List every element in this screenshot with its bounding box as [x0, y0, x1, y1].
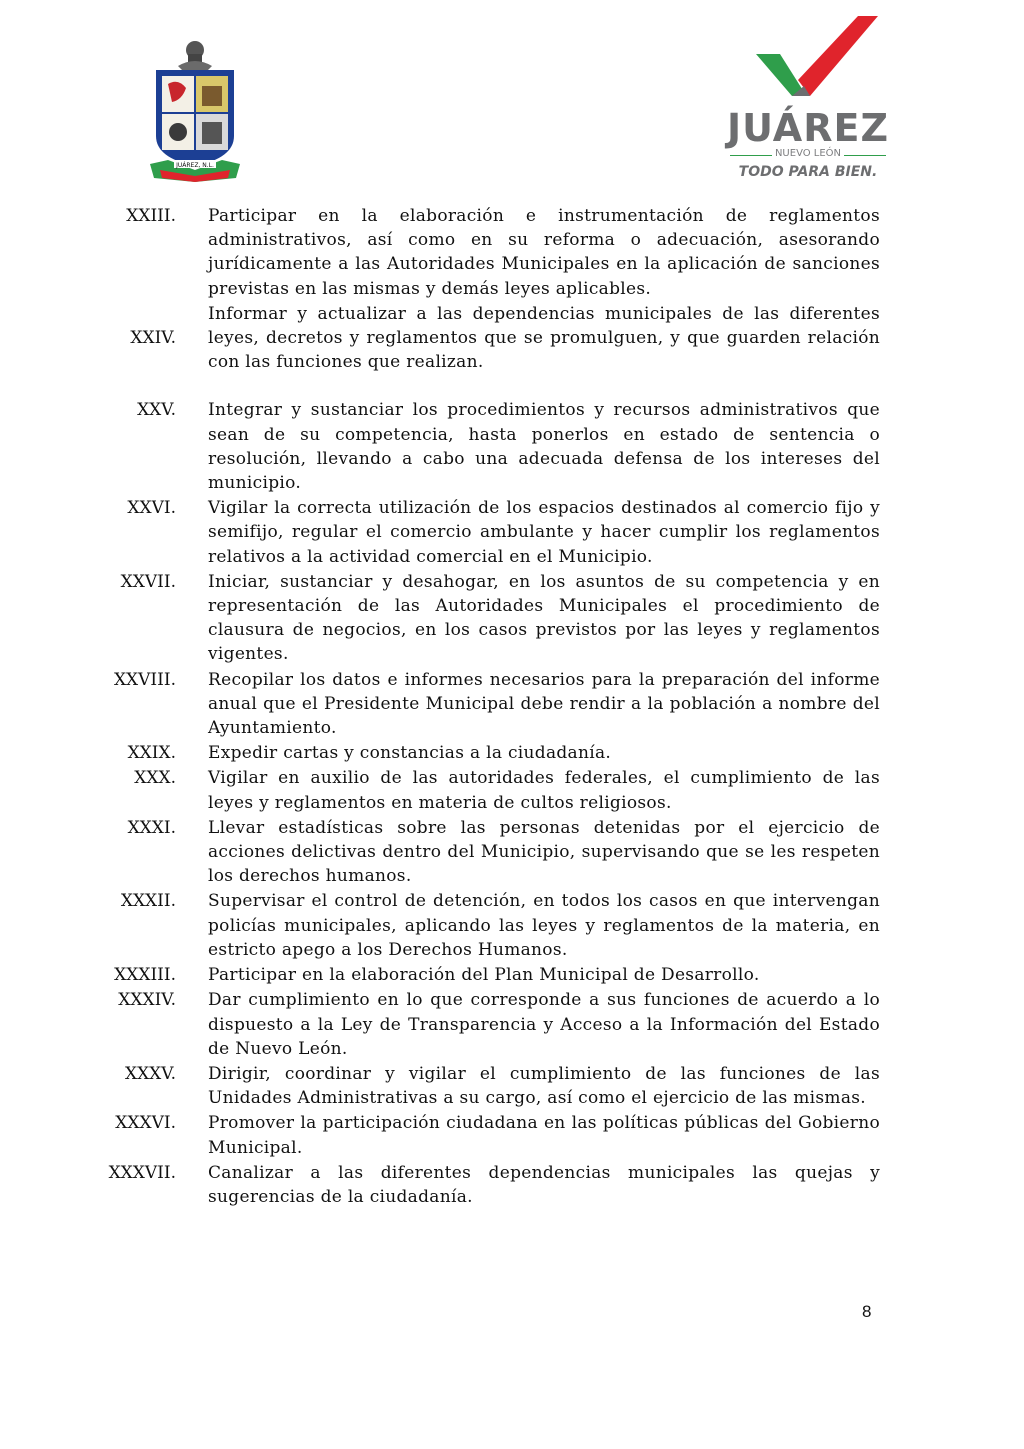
- list-item: [0, 668, 1024, 741]
- page-number: 8: [862, 1302, 872, 1321]
- list-item: [0, 1161, 1024, 1209]
- logo-subtitle: NUEVO LEÓN: [774, 148, 842, 159]
- check-mark-icon: [718, 14, 898, 104]
- item-text: Participar en la elaboración e instrumentación de reglamentos administrativos, así como en su reforma o adecuación, asesorando jurídicamente a las Autoridades Municipales en la aplicación de sanciones previstas en las mismas y demás leyes aplicables.: [208, 206, 880, 299]
- logo-tagline: TODO PARA BIEN.: [738, 164, 878, 180]
- list-item: [0, 741, 1024, 765]
- item-text: Vigilar la correcta utilización de los espacios destinados al comercio fijo y semifijo, regular el comercio ambulante y hacer cumplir los reglamentos relativos a la actividad comercial en el Municipio.: [208, 498, 880, 567]
- list-item: [0, 570, 1024, 667]
- municipal-crest-logo: [148, 36, 242, 186]
- item-number: XXXVI.: [115, 1113, 176, 1134]
- list-item: [0, 496, 1024, 569]
- item-text: Integrar y sustanciar los procedimientos y recursos administrativos que sean de su competencia, hasta ponerlos en estado de sentencia o resolución, llevando a cabo una adecuada defensa de los intereses del municipio.: [208, 400, 880, 494]
- item-text: Dar cumplimiento en lo que corresponde a sus funciones de acuerdo a lo dispuesto a la Ley de Transparencia y Acceso a la Información del Estado de Nuevo León.: [208, 990, 880, 1059]
- list-item: [0, 766, 1024, 814]
- item-text: Iniciar, sustanciar y desahogar, en los asuntos de su competencia y en representación de las Autoridades Municipales el procedimiento de clausura de negocios, en los casos previstos por las leyes y reglamentos vigentes.: [208, 571, 880, 665]
- item-number: XXXIV.: [118, 990, 176, 1011]
- list-item: [0, 988, 1024, 1061]
- item-number: XXIX.: [127, 743, 176, 764]
- item-text: Llevar estadísticas sobre las personas detenidas por el ejercicio de acciones delictivas dentro del Municipio, supervisando que se les respeten los derechos humanos.: [208, 817, 880, 887]
- article-list: [0, 204, 1024, 1210]
- item-number: XXV.: [137, 400, 176, 421]
- item-number: XXIV.: [130, 327, 176, 348]
- list-item: [0, 302, 1024, 375]
- item-text: Dirigir, coordinar y vigilar el cumplimiento de las funciones de las Unidades Administrativas a su cargo, así como el ejercicio de las mismas.: [208, 1063, 880, 1109]
- list-item: [0, 204, 1024, 301]
- item-number: XXVIII.: [113, 669, 176, 690]
- logo-divider-right: [844, 155, 886, 156]
- list-item: [0, 1111, 1024, 1159]
- item-text: Expedir cartas y constancias a la ciudadanía.: [208, 743, 612, 764]
- item-text: Informar y actualizar a las dependencias municipales de las diferentes leyes, decretos y reglamentos que se promulguen, y que guarden relación con las funciones que realizan.: [208, 303, 880, 373]
- item-text: Participar en la elaboración del Plan Municipal de Desarrollo.: [208, 965, 760, 986]
- list-item: [0, 398, 1024, 495]
- item-number: XXXII.: [120, 891, 176, 912]
- item-number: XXIII.: [126, 206, 176, 226]
- list-item: [0, 816, 1024, 889]
- item-text: Vigilar en auxilio de las autoridades federales, el cumplimiento de las leyes y reglamentos en materia de cultos religiosos.: [208, 768, 880, 813]
- item-number: XXVI.: [127, 498, 176, 519]
- svg-text:JUÁREZ, N.L.: JUÁREZ, N.L.: [176, 162, 214, 169]
- item-number: XXX.: [134, 768, 176, 789]
- list-item: [0, 1062, 1024, 1110]
- item-number: XXXVII.: [108, 1162, 176, 1183]
- item-text: Supervisar el control de detención, en todos los casos en que intervengan policías municipales, aplicando las leyes y reglamentos de la materia, en estricto apego a los Derechos Humanos.: [208, 891, 880, 960]
- list-item: [0, 889, 1024, 962]
- logo-name: JUÁREZ: [726, 106, 889, 150]
- item-text: Recopilar los datos e informes necesarios para la preparación del informe anual que el Presidente Municipal debe rendir a la población a nombre del Ayuntamiento.: [208, 669, 880, 739]
- item-number: XXXIII.: [114, 965, 176, 986]
- list-item: [0, 963, 1024, 987]
- item-text: Canalizar a las diferentes dependencias municipales las quejas y sugerencias de la ciudadanía.: [208, 1162, 880, 1207]
- juarez-logo: [718, 14, 898, 180]
- item-text: Promover la participación ciudadana en las políticas públicas del Gobierno Municipal.: [208, 1113, 880, 1158]
- item-number: XXXV.: [124, 1063, 176, 1084]
- item-number: XXVII.: [120, 571, 176, 592]
- item-number: XXXI.: [127, 817, 176, 838]
